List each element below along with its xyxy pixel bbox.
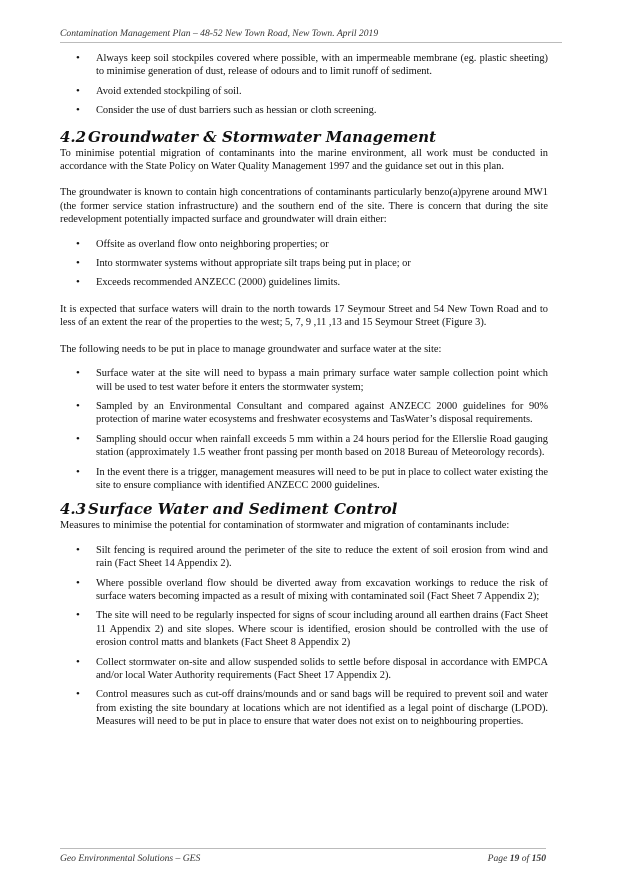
section-heading-4-2 [60, 127, 548, 147]
list-item: • Avoid extended stockpiling of soil. [60, 85, 548, 98]
running-header: Contamination Management Plan – 48-52 New Town Road, New Town. April 2019 [60, 28, 562, 43]
list-item: • The site will need to be regularly inspected for signs of scour including around all earthen drains (Fact Sheet 11 Appendix 2) and site slopes. Where scour is identified, erosion should be controlled with the use of erosion control matts and blankets (Fact Sheet 8 Appendix 2) [60, 609, 548, 649]
page-current: 19 [509, 853, 520, 864]
paragraph: Measures to minimise the potential for contamination of stormwater and migration of contaminants include: [60, 520, 510, 532]
list-item: • Where possible overland flow should be diverted away from excavation workings to reduce the risk of surface waters becoming impacted as a result of mixing with contaminated soil (Fact Sheet 7 Appendix 2); [60, 577, 548, 604]
intro-bullet-list [60, 52, 548, 118]
list-item: • In the event there is a trigger, management measures will need to be put in place to collect water existing the site to ensure compliance with identified ANZECC 2000 guidelines. [60, 466, 548, 493]
list-item: • Collect stormwater on-site and allow suspended solids to settle before disposal in accordance with EMPCA and/or local Water Authority requirements (Fact Sheet 17 Appendix 2). [60, 656, 548, 683]
list-item: • Silt fencing is required around the perimeter of the site to reduce the extent of soil erosion from wind and rain (Fact Sheet 14 Appendix 2). [60, 544, 548, 571]
list-item: • Control measures such as cut-off drains/mounds and or sand bags will be required to prevent soil and water from existing the site boundary at locations which are not identified as a legal point of discharge (LPOD). Measures will need to be put in place to ensure that water does not exist on to neighbouring properties. [60, 688, 548, 728]
section-number: 4.2 [60, 127, 87, 146]
section-title: Groundwater & Stormwater Management [88, 127, 437, 146]
page-word: Page [487, 853, 508, 864]
list-item: • Consider the use of dust barriers such as hessian or cloth screening. [60, 104, 548, 117]
paragraph: To minimise potential migration of contaminants into the marine environment, all work must be conducted in accordance with the State Policy on Water Quality Management 1997 and the guidance set out in this plan. [60, 147, 548, 173]
list-item: • Into stormwater systems without appropriate silt traps being put in place; or [60, 257, 548, 270]
paragraph: The groundwater is known to contain high concentrations of contaminants particularly benzo(a)pyrene around MW1 (the former service station infrastructure) and the southern end of the site. There is concern that during the site redevelopment potentially impacted surface and groundwater will drain either: [60, 187, 548, 226]
section-heading-4-3 [60, 499, 548, 519]
sediment-bullet-list [60, 544, 548, 729]
page-total: 150 [531, 853, 546, 864]
list-item: • Surface water at the site will need to bypass a main primary surface water sample collection point which will be used to test water before it enters the stormwater system; [60, 367, 548, 394]
list-item: • Always keep soil stockpiles covered where possible, with an impermeable membrane (eg. plastic sheeting) to minimise generation of dust, release of odours and to limit runoff of sediment. [60, 52, 548, 79]
manage-bullet-list [60, 367, 548, 492]
section-title: Surface Water and Sediment Control [88, 500, 398, 519]
paragraph: The following needs to be put in place to manage groundwater and surface water at the site: [60, 343, 442, 355]
list-item: • Offsite as overland flow onto neighboring properties; or [60, 238, 548, 251]
page-of: of [521, 853, 530, 864]
section-number: 4.3 [60, 500, 87, 519]
page-footer [60, 848, 546, 864]
drain-bullet-list [60, 238, 548, 290]
list-item: • Sampled by an Environmental Consultant and compared against ANZECC 2000 guidelines for 90% protection of marine water ecosystems and freshwater ecosystems and TasWater’s disposal requirements. [60, 400, 548, 427]
footer-company: Geo Environmental Solutions – GES [60, 853, 201, 864]
page-content [60, 52, 548, 729]
list-item: • Sampling should occur when rainfall exceeds 5 mm within a 24 hours period for the Ellerslie Road gauging station (approximately 1.5 weather front passing per month based on 2018 Bureau of Meteorology records). [60, 433, 548, 460]
paragraph: It is expected that surface waters will drain to the north towards 17 Seymour Street and 54 New Town Road and to less of an extent the rear of the properties to the west; 5, 7, 9 ,11 ,13 and 15 Seymour Street (Figure 3). [60, 303, 548, 329]
list-item: • Exceeds recommended ANZECC (2000) guidelines limits. [60, 276, 548, 289]
page-number [488, 853, 546, 864]
